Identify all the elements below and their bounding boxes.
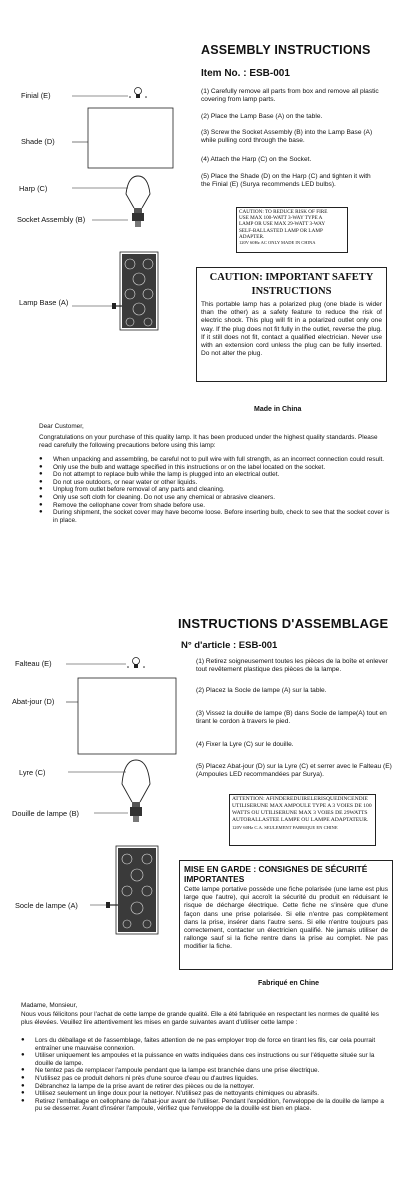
step-3-en: (3) Screw the Socket Assembly (B) into the Lamp Base (A) while pulling cord through the base. (201, 129, 373, 144)
list-item: ● Only use the bulb and wattage specified in this instructions or on the label located on the socket. (39, 464, 391, 472)
part-label-shade: Shade (D) (21, 137, 55, 146)
step-2-fr: (2) Placez la Socle de lampe (A) sur la table. (196, 687, 327, 694)
bulb-label-line: AUTOBALLASTEE LAMPE OU LAMPE ADAPTATEUR. (232, 817, 369, 823)
list-item: ● Do not use outdoors, or near water or other liquids. (39, 479, 391, 487)
list-item: ● During shipment, the socket cover may have become loose. Before inserting bulb, check to see that the socket cover is in place. (39, 509, 391, 524)
list-item: ● Utiliser uniquement les ampoules et la puissance en watts indiquées dans ces instructions ou sur l'étiquette située sur la douille de lampe. (21, 1052, 391, 1067)
list-item: ● Retirez l'emballage en cellophane de l'abat-jour avant de l'utiliser. Pendant l'expédition, l'enveloppe de la douille de lampe a pu se desserrer. Avant d'insérer l'ampoule, vérifiez que l'enveloppe de la douille est bien en place. (21, 1098, 391, 1113)
part-label-base: Lamp Base (A) (19, 298, 69, 307)
bulb-warning-label-fr (229, 794, 376, 846)
bulb-label-line: 120V 60Hz AC ONLY MADE IN CHINA (239, 240, 316, 246)
shade-icon (88, 108, 173, 168)
lamp-base-icon (112, 252, 158, 330)
step-3-fr: (3) Vissez la douille de lampe (B) dans Socle de lampe(A) tout en tirant le cordon à travers le pied. (196, 710, 387, 725)
page-title-fr: INSTRUCTIONS D'ASSEMBLAGE (178, 616, 389, 631)
step-5-fr: (5) Placez Abat-jour (D) sur la Lyre (C) et serrer avec le Falteau (E) (Ampoules LED recommandées par Surya). (196, 763, 392, 778)
caution-box-fr (179, 860, 393, 970)
step-1-fr: (1) Retirez soigneusement toutes les pièces de la boîte et enlever tout revêtement plastique des pièces de la lampe. (196, 658, 388, 673)
item-number-fr: N° d'article : ESB-001 (181, 640, 278, 651)
page-title-en: ASSEMBLY INSTRUCTIONS (201, 43, 371, 57)
bulb-label-line: USE MAX 100-WATT 3-WAY TYPE A (239, 215, 323, 222)
part-label-socket-fr: Douille de lampe (B) (12, 809, 79, 818)
list-item: ● Unplug from outlet before removal of any parts and cleaning. (39, 486, 391, 494)
part-label-harp-fr: Lyre (C) (19, 768, 46, 777)
bulb-label-line: CAUTION: TO REDUCE RISK OF FIRE (239, 209, 328, 215)
precautions-list-en (39, 456, 391, 524)
list-item: ● Débranchez la lampe de la prise avant de retirer des pièces ou de la nettoyer. (21, 1083, 391, 1091)
list-item: ● N'utilisez pas ce produit dehors ni près d'une source d'eau ou d'autres liquides. (21, 1075, 391, 1083)
caution-title-fr: MISE EN GARDE : CONSIGNES DE SÉCURITÉ IMPORTANTES (184, 864, 368, 884)
part-label-finial: Finial (E) (21, 91, 51, 100)
item-number-en: Item No. : ESB-001 (201, 68, 290, 79)
lamp-diagram-fr (56, 652, 180, 938)
step-2-en: (2) Place the Lamp Base (A) on the table. (201, 113, 323, 120)
bulb-label-line: LAMP OR USE MAX 29-WATT 3-WAY (239, 221, 326, 228)
intro-fr: Nous vous félicitons pour l'achat de cette lampe de grande qualité. Elle a été fabriquée en respectant les normes de qualité les plus élevées. Veuillez lire attentivement les mises en garde suivantes avant d'utiliser cette lampe : (21, 1011, 379, 1026)
made-in-fr: Fabriqué en Chine (258, 980, 320, 987)
greeting-fr: Madame, Monsieur, (21, 1002, 78, 1009)
list-item: ● Remove the cellophane cover from shade before use. (39, 502, 391, 510)
finial-icon (129, 88, 147, 99)
precautions-list-fr (21, 1037, 391, 1113)
part-label-finial-fr: Falteau (E) (15, 659, 52, 668)
list-item: ● Do not attempt to replace bulb while the lamp is plugged into an electrical outlet. (39, 471, 391, 479)
bulb-warning-label-en (236, 207, 348, 253)
bulb-label-line: SELF-BALLASTED LAMP OR LAMP ADAPTER. (239, 227, 323, 240)
list-item: ● Utilisez seulement un linge doux pour la nettoyer. N'utilisez pas de nettoyants chimiques ou abrasifs. (21, 1090, 391, 1098)
caution-title-en: CAUTION: IMPORTANT SAFETY INSTRUCTIONS (209, 272, 374, 297)
shade-icon (78, 678, 176, 754)
bulb-label-line: UTILISERUNE MAX AMPOULE TYPE A 3 VOIES DE 100 (232, 803, 372, 809)
socket-icon (130, 802, 142, 822)
part-label-shade-fr: Abat-jour (D) (12, 697, 55, 706)
step-5-en: (5) Place the Shade (D) on the Harp (C) and tighten it with the Finial (E) (Surya recommends LED bulbs). (201, 173, 371, 188)
bulb-label-line: 120V 60Hz C.A. SEULEMENT FABRIQUE EN CHINE (232, 825, 338, 830)
list-item: ● When unpacking and assembling, be careful not to pull wire with full strength, as an incorrect connection could result. (39, 456, 391, 464)
step-1-en: (1) Carefully remove all parts from box and remove all plastic covering from lamp parts. (201, 88, 379, 103)
step-4-en: (4) Attach the Harp (C) on the Socket. (201, 156, 312, 163)
lamp-diagram-en (60, 84, 180, 334)
caution-body-en: This portable lamp has a polarized plug (one blade is wider than the other) as a safety feature to reduce the risk of electric shock. This plug will fit in a polarized outlet only one way. If the plug does not fit fully in the outlet, reverse the plug. If it still does not fit, contact a qualified electrician. Never use with an extension cord unless the plug can be fully inserted. Do not alter the plug. (201, 301, 382, 358)
socket-icon (132, 208, 144, 227)
made-in-en: Made in China (254, 406, 302, 413)
list-item: ● Ne tentez pas de remplacer l'ampoule pendant que la lampe est branchée dans une prise électrique. (21, 1067, 391, 1075)
list-item: ● Only use soft cloth for cleaning. Do not use any chemical or abrasive cleaners. (39, 494, 391, 502)
harp-icon (126, 176, 150, 208)
part-label-base-fr: Socle de lampe (A) (15, 901, 78, 910)
greeting-en: Dear Customer, (39, 423, 84, 430)
step-4-fr: (4) Fixer la Lyre (C) sur le douille. (196, 741, 294, 748)
harp-icon (122, 760, 150, 802)
finial-icon (127, 658, 145, 669)
caution-body-fr: Cette lampe portative possède une fiche polarisée (une lame est plus large que l'autre), qui accroît la sécurité du produit en réduisant le risque de décharge électrique. Cette fiche ne s'insère que d'une façon dans une prise polarisée. Si elle n'entre pas complètement dans la prise, insérer dans l'autre sens. Si elle n'entre toujours pas correctement, contacter un électricien qualifié. Ne jamais utiliser de rallonge sauf si la fiche rentre dans la prise au complet. Ne pas modifier la fiche. (184, 886, 388, 951)
lamp-base-icon (106, 846, 158, 934)
part-label-socket: Socket Assembly (B) (17, 215, 86, 224)
list-item: ● Lors du déballage et de l'assemblage, faites attention de ne pas employer trop de force en tirant les fils, car cela pourrait entraîner une mauvaise connexion. (21, 1037, 391, 1052)
bulb-label-line: WATTS OU UTILISERUNE MAX 3 VOIES DE 29WATTS (232, 810, 368, 816)
caution-box-en (196, 267, 387, 382)
part-label-harp: Harp (C) (19, 184, 48, 193)
intro-en: Congratulations on your purchase of this quality lamp. It has been produced under the highest quality standards. Please read carefully the following precautions before using this lamp: (39, 434, 378, 449)
bulb-label-line: ATTENTION: AFINDEREDUIRELERISQUEDINCENDIE (232, 796, 368, 802)
